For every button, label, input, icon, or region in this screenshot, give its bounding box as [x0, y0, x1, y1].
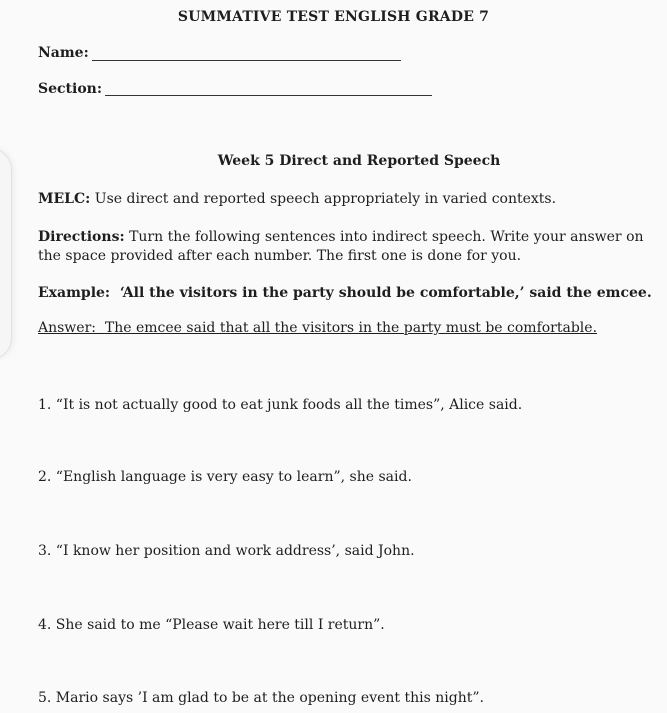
question-item-1: 1. “It is not actually good to eat junk foods all the times”, Alice said.	[38, 397, 523, 413]
week-title: Week 5 Direct and Reported Speech	[217, 153, 501, 169]
test-title: SUMMATIVE TEST ENGLISH GRADE 7	[177, 9, 490, 25]
answer-label: Answer:	[38, 320, 96, 336]
example-sentence	[38, 285, 652, 301]
directions-text-line2: the space provided after each number. The first one is done for you.	[38, 248, 522, 264]
melc-paragraph	[38, 190, 556, 209]
question-item-5: 5. Mario says ’I am glad to be at the opening event this night”.	[38, 690, 484, 706]
page-edge-shadow	[0, 148, 12, 360]
example-text: ‘All the visitors in the party should be comfortable,’ said the emcee.	[119, 285, 652, 301]
section-label: Section:	[38, 81, 103, 97]
directions-paragraph	[38, 228, 644, 266]
name-field[interactable]	[92, 60, 401, 61]
question-item-3: 3. “I know her position and work address’, said John.	[38, 543, 415, 559]
melc-label: MELC:	[38, 191, 91, 207]
melc-text: Use direct and reported speech appropriately in varied contexts.	[90, 191, 557, 207]
name-label: Name:	[38, 45, 89, 61]
answer-text: The emcee said that all the visitors in the party must be comfortable.	[104, 320, 598, 336]
directions-label: Directions:	[38, 229, 125, 245]
example-label: Example:	[38, 285, 111, 301]
question-item-4: 4. She said to me “Please wait here till I return”.	[38, 617, 385, 633]
directions-text-line1: Turn the following sentences into indirect speech. Write your answer on	[124, 229, 644, 245]
question-item-2: 2. “English language is very easy to learn”, she said.	[38, 469, 412, 485]
section-field[interactable]	[105, 95, 432, 96]
example-answer	[38, 320, 597, 336]
